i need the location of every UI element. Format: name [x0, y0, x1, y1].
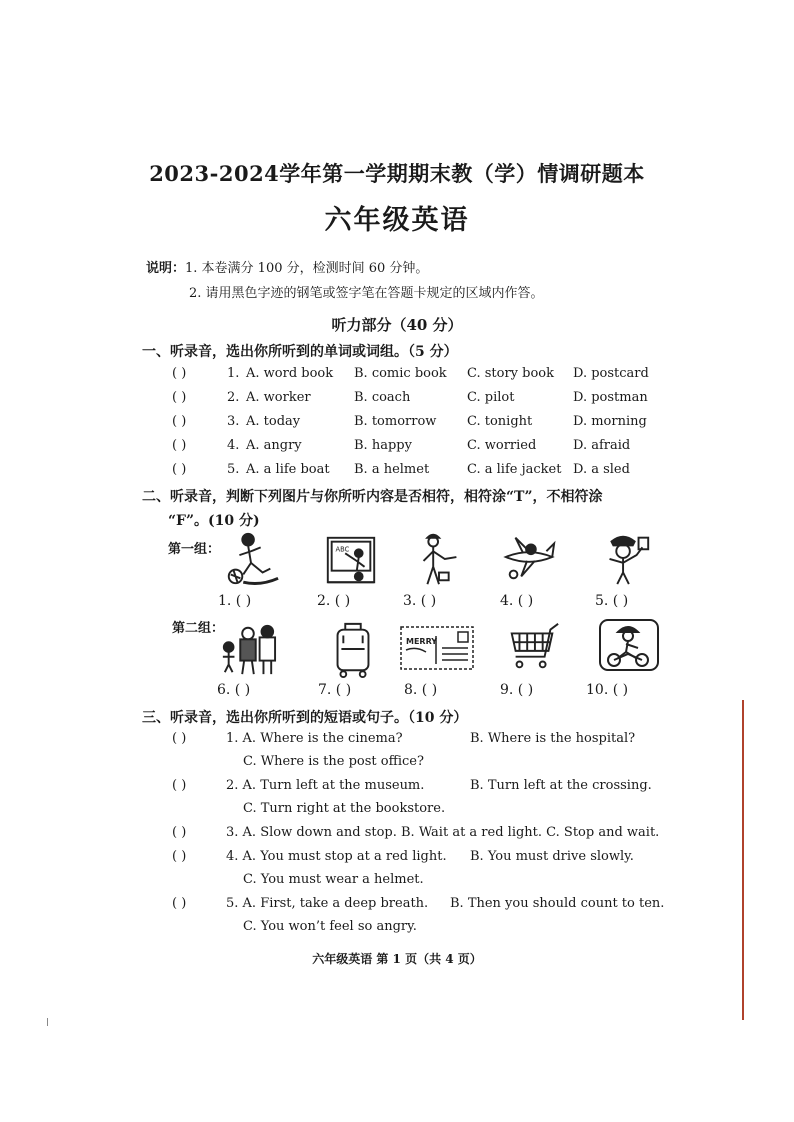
s3-q4-option-b: B. You must drive slowly. — [470, 849, 634, 864]
soccer-player-icon — [222, 530, 280, 588]
answer-9[interactable]: 9. ( ) — [500, 682, 534, 698]
postcard-icon — [400, 626, 474, 670]
page-footer: 六年级英语 第 1 页（共 4 页） — [312, 952, 482, 966]
s1-question-1: ( ) 1. A. word book B. comic book C. story book D. postcard — [172, 366, 649, 381]
s3-q3-blank[interactable]: ( ) — [172, 825, 187, 840]
answer-4[interactable]: 4. ( ) — [500, 593, 534, 609]
answer-5[interactable]: 5. ( ) — [595, 593, 629, 609]
s1-question-2: ( ) 2. A. worker B. coach C. pilot D. postman — [172, 390, 648, 405]
section1-heading: 一、听录音，选出你所听到的单词或词组。（5 分） — [142, 344, 458, 360]
s3-q4-blank[interactable]: ( ) — [172, 849, 187, 864]
s3-q5-line2: C. You won’t feel so angry. — [243, 919, 417, 934]
instructions — [146, 256, 544, 306]
police-officer-icon — [596, 528, 654, 586]
s3-q1-option-b: B. Where is the hospital? — [470, 731, 636, 746]
s1-question-5: ( ) 5. A. a life boat B. a helmet C. a life jacket D. a sled — [172, 462, 630, 477]
answer-blank[interactable]: ( ) — [172, 390, 187, 405]
s3-q4-line1: 4. A. You must stop at a red light. — [226, 849, 447, 864]
bike-helmet-icon — [598, 618, 660, 672]
answer-1[interactable]: 1. ( ) — [218, 593, 252, 609]
s3-q1-blank[interactable]: ( ) — [172, 731, 187, 746]
teacher-blackboard-icon — [322, 532, 380, 590]
answer-10[interactable]: 10. ( ) — [586, 682, 629, 698]
s3-q3-line1: 3. A. Slow down and stop. B. Wait at a red light. C. Stop and wait. — [226, 825, 660, 840]
suitcase-icon — [324, 620, 382, 678]
s3-q2-option-b: B. Turn left at the crossing. — [470, 778, 652, 793]
page-title: 2023-2024学年第一学期期末教（学）情调研题本 — [149, 161, 645, 186]
answer-blank[interactable]: ( ) — [172, 414, 187, 429]
shopping-cart-icon — [504, 618, 562, 676]
group2-label: 第二组： — [172, 621, 225, 636]
s3-q2-line1: 2. A. Turn left at the museum. — [226, 778, 425, 793]
worker-icon — [410, 530, 468, 588]
answer-2[interactable]: 2. ( ) — [317, 593, 351, 609]
answer-8[interactable]: 8. ( ) — [404, 682, 438, 698]
postcard-text: MERRY — [406, 637, 438, 646]
s3-q2-blank[interactable]: ( ) — [172, 778, 187, 793]
listening-title: 听力部分（40 分） — [331, 316, 463, 334]
s1-question-3: ( ) 3. A. today B. tomorrow C. tonight D. morning — [172, 414, 647, 429]
family-icon — [216, 620, 280, 678]
section3-heading: 三、听录音，选出你所听到的短语或句子。（10 分） — [142, 710, 468, 726]
s3-q5-option-b: B. Then you should count to ten. — [450, 896, 665, 911]
s3-q5-line1: 5. A. First, take a deep breath. — [226, 896, 429, 911]
s3-q4-line2: C. You must wear a helmet. — [243, 872, 424, 887]
answer-blank[interactable]: ( ) — [172, 462, 187, 477]
instruction-line-1: 说明：1. 本卷满分 100 分，检测时间 60 分钟。 — [146, 261, 429, 276]
instruction-line-2: 2. 请用黑色字迹的钢笔或签字笔在答题卡规定的区域内作答。 — [189, 286, 544, 301]
scan-mark — [47, 1018, 48, 1026]
answer-7[interactable]: 7. ( ) — [318, 682, 352, 698]
pilot-plane-icon — [500, 528, 558, 586]
svg-text:ABC: ABC — [335, 545, 350, 554]
instruction-label: 说明： — [146, 261, 186, 276]
section2-heading-line1: 二、听录音，判断下列图片与你所听内容是否相符，相符涂“T”，不相符涂 — [142, 489, 603, 505]
s3-q2-line2: C. Turn right at the bookstore. — [243, 801, 446, 816]
group1-label: 第一组： — [168, 542, 221, 557]
s1-question-4: ( ) 4. A. angry B. happy C. worried D. afraid — [172, 438, 631, 453]
scan-edge-line — [742, 700, 744, 1020]
s3-q1-line1: 1. A. Where is the cinema? — [226, 731, 403, 746]
s3-q1-line2: C. Where is the post office? — [243, 754, 424, 769]
section2-heading-line2: “F”。(10 分) — [168, 513, 260, 529]
answer-3[interactable]: 3. ( ) — [403, 593, 437, 609]
answer-blank[interactable]: ( ) — [172, 366, 187, 381]
answer-blank[interactable]: ( ) — [172, 438, 187, 453]
answer-6[interactable]: 6. ( ) — [217, 682, 251, 698]
page-subtitle: 六年级英语 — [324, 205, 470, 236]
s3-q5-blank[interactable]: ( ) — [172, 896, 187, 911]
